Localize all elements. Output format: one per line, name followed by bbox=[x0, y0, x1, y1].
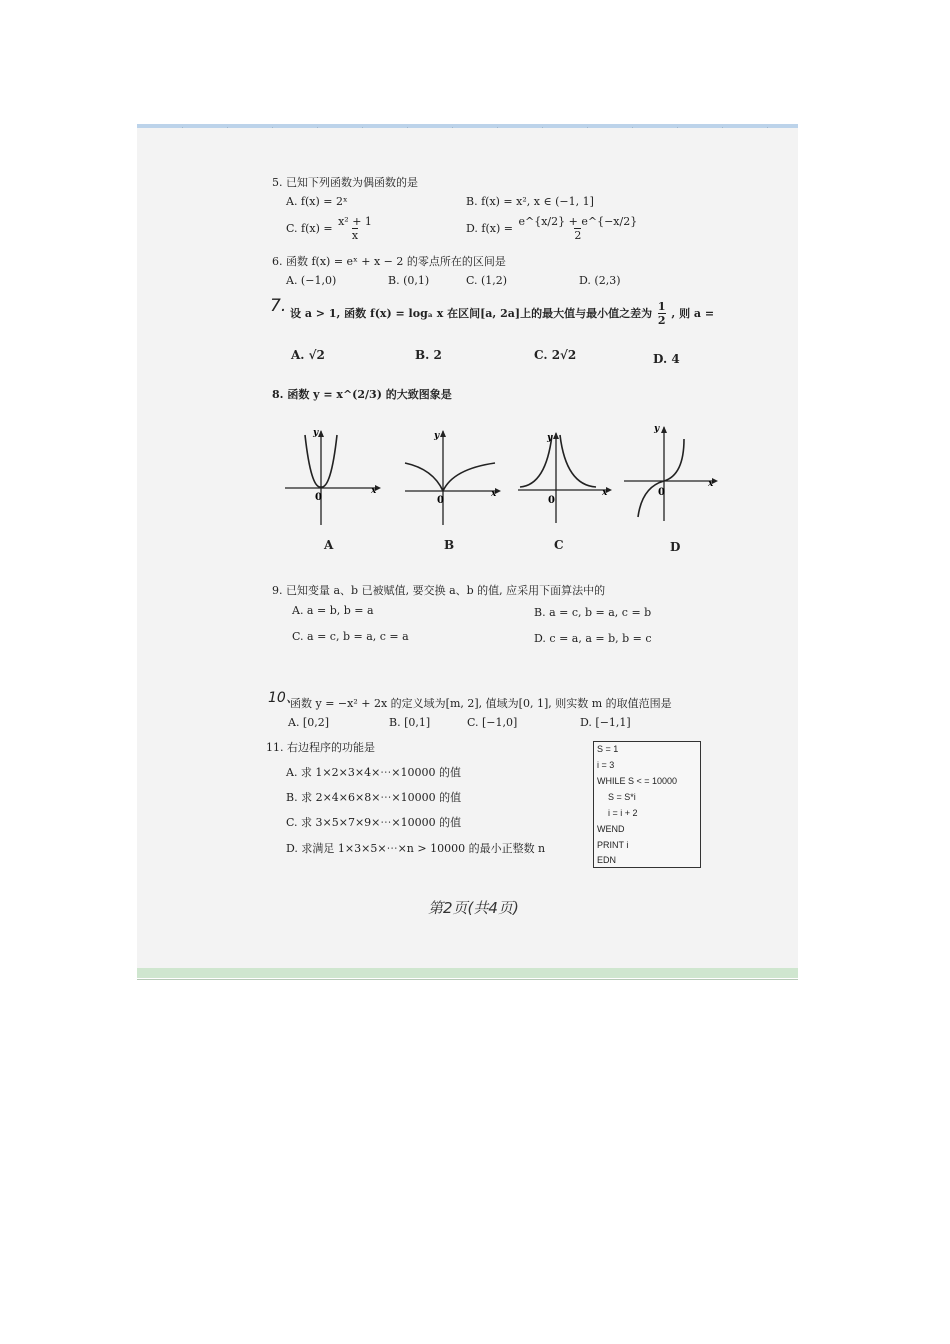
q9-option-a: A. a = b, b = a bbox=[292, 604, 374, 617]
q7-option-c: C. 2√2 bbox=[534, 348, 577, 362]
q5-option-c-fraction bbox=[338, 216, 372, 242]
q8-graph-a-y-label: y bbox=[313, 428, 319, 438]
q5-option-c-label: C. f(x) = bbox=[286, 222, 333, 235]
q8-graph-b-origin: 0 bbox=[437, 495, 444, 506]
bottom-ruler bbox=[137, 968, 798, 978]
q8-graph-d-x-label: x bbox=[708, 479, 714, 489]
q7-stem-tail: , 则 a = bbox=[671, 307, 715, 320]
q11-option-b: B. 求 2×4×6×8×⋯×10000 的值 bbox=[286, 791, 462, 804]
q7-stem-text: 设 a > 1, 函数 f(x) = logₐ x 在区间[a, 2a]上的最大值与最小值之差为 bbox=[290, 307, 653, 320]
q6-option-b: B. (0,1) bbox=[388, 274, 430, 287]
q5-option-c bbox=[286, 216, 374, 242]
q10-option-a: A. [0,2] bbox=[288, 716, 330, 729]
q5-option-c-denominator: x bbox=[351, 229, 359, 242]
q10-option-b: B. [0,1] bbox=[389, 716, 431, 729]
q8-graph-b bbox=[403, 425, 505, 525]
q7-stem bbox=[290, 301, 714, 327]
q6-stem: 6. 函数 f(x) = eˣ + x − 2 的零点所在的区间是 bbox=[272, 255, 506, 268]
q7-fraction-numerator: 1 bbox=[657, 300, 666, 313]
q8-graph-c bbox=[516, 425, 616, 525]
q5-option-d bbox=[466, 216, 639, 242]
q11-option-d: D. 求满足 1×3×5×⋯×n > 10000 的最小正整数 n bbox=[286, 842, 546, 855]
q8-stem: 8. 函数 y = x^(2/3) 的大致图象是 bbox=[272, 388, 452, 401]
program-line: WHILE S < = 10000 bbox=[597, 776, 678, 786]
q10-option-d: D. [−1,1] bbox=[580, 716, 631, 729]
q6-option-a: A. (−1,0) bbox=[286, 274, 337, 287]
q8-graph-b-label: B bbox=[444, 538, 455, 552]
q5-option-d-label: D. f(x) = bbox=[466, 222, 513, 235]
q8-graph-a bbox=[283, 425, 383, 525]
q7-stem-fraction bbox=[658, 301, 666, 327]
q8-graph-d-label: D bbox=[670, 540, 681, 554]
q7-option-a: A. √2 bbox=[291, 348, 325, 362]
q11-program-box bbox=[593, 741, 701, 868]
program-line: WEND bbox=[597, 824, 625, 834]
program-line: S = 1 bbox=[597, 744, 619, 754]
q9-option-b: B. a = c, b = a, c = b bbox=[534, 606, 652, 619]
q6-option-c: C. (1,2) bbox=[466, 274, 508, 287]
bottom-divider bbox=[137, 979, 798, 980]
q7-option-d: D. 4 bbox=[653, 352, 680, 366]
q8-graph-b-y-label: y bbox=[434, 431, 440, 441]
q8-graph-d-origin: 0 bbox=[658, 487, 665, 498]
q11-option-c: C. 求 3×5×7×9×⋯×10000 的值 bbox=[286, 816, 462, 829]
q9-option-d: D. c = a, a = b, b = c bbox=[534, 632, 652, 645]
q5-option-d-numerator: e^{x/2} + e^{−x/2} bbox=[518, 215, 638, 228]
program-line: PRINT i bbox=[597, 840, 629, 850]
q11-option-a: A. 求 1×2×3×4×⋯×10000 的值 bbox=[286, 766, 462, 779]
q8-graph-b-x-label: x bbox=[491, 489, 497, 499]
q5-stem: 5. 已知下列函数为偶函数的是 bbox=[272, 176, 418, 189]
q5-option-b: B. f(x) = x², x ∈ (−1, 1] bbox=[466, 195, 594, 208]
q7-option-b: B. 2 bbox=[415, 348, 442, 362]
q5-option-d-fraction bbox=[519, 216, 638, 242]
q10-number: 10、 bbox=[268, 690, 300, 706]
q5-option-c-numerator: x² + 1 bbox=[338, 215, 372, 228]
q6-option-d: D. (2,3) bbox=[579, 274, 621, 287]
q8-graph-a-x-label: x bbox=[371, 486, 377, 496]
q8-graph-c-origin: 0 bbox=[548, 495, 555, 506]
q9-stem: 9. 已知变量 a、b 已被赋值, 要交换 a、b 的值, 应采用下面算法中的 bbox=[272, 584, 606, 597]
q8-graph-a-origin: 0 bbox=[315, 492, 322, 503]
q8-graph-c-label: C bbox=[554, 538, 564, 552]
program-line: EDN bbox=[597, 855, 617, 865]
q7-number: 7. bbox=[270, 296, 287, 316]
q11-stem: 11. 右边程序的功能是 bbox=[266, 741, 375, 754]
page-number-footer: 第2页(共4页) bbox=[428, 899, 519, 917]
q9-option-c: C. a = c, b = a, c = a bbox=[292, 630, 409, 643]
program-line: S = S*i bbox=[608, 792, 636, 802]
q8-graph-d-y-label: y bbox=[654, 424, 660, 434]
program-line: i = 3 bbox=[597, 760, 615, 770]
q8-graph-d bbox=[622, 421, 722, 523]
q10-option-c: C. [−1,0] bbox=[467, 716, 518, 729]
q8-graph-c-y-label: y bbox=[547, 433, 553, 443]
q5-option-a: A. f(x) = 2ˣ bbox=[286, 195, 348, 208]
q7-fraction-denominator: 2 bbox=[657, 314, 666, 327]
q5-option-d-denominator: 2 bbox=[574, 229, 582, 242]
q8-graph-c-x-label: x bbox=[602, 488, 608, 498]
program-line: i = i + 2 bbox=[608, 808, 638, 818]
q8-graph-a-label: A bbox=[324, 538, 334, 552]
q10-stem: 函数 y = −x² + 2x 的定义域为[m, 2], 值域为[0, 1], 则实数 m 的取值范围是 bbox=[290, 697, 672, 710]
